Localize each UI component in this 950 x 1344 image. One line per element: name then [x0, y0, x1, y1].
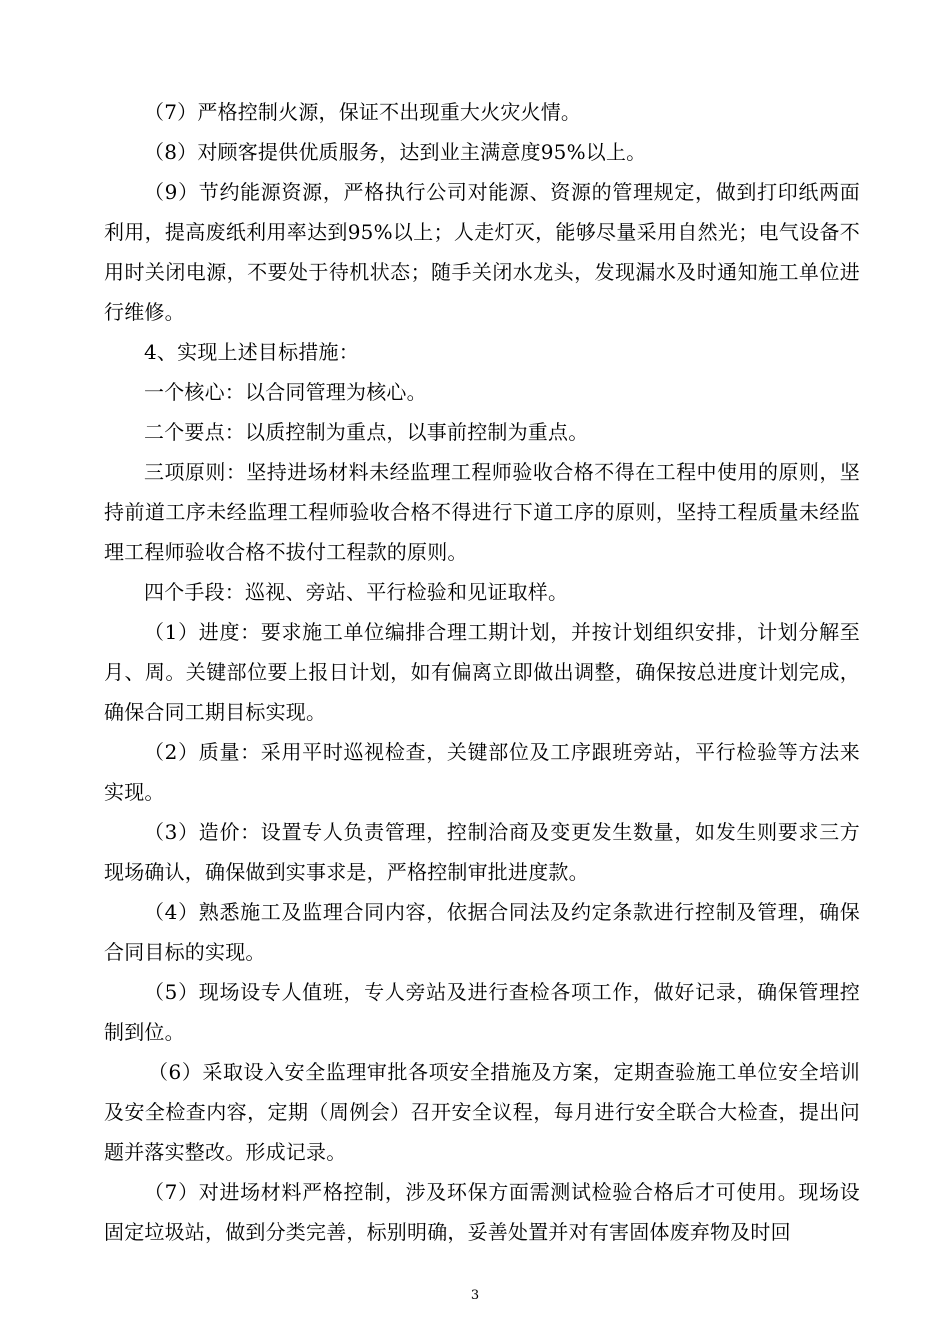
paragraph-one-core: 一个核心：以合同管理为核心。 — [144, 380, 427, 404]
paragraph-contract: （4）熟悉施工及监理合同内容，依据合同法及约定条款进行控制及管理，确保合同目标的实现。 — [104, 900, 860, 964]
section-heading-measures: 4、实现上述目标措施： — [144, 340, 359, 364]
paragraph-fire-control: （7）严格控制火源，保证不出现重大火灾火情。 — [144, 100, 582, 124]
paragraph-two-points: 二个要点：以质控制为重点，以事前控制为重点。 — [144, 420, 589, 444]
paragraph-materials-environment: （7）对进场材料严格控制，涉及环保方面需测试检验合格后才可使用。现场设固定垃圾站，做到分类完善，标别明确，妥善处置并对有害固体废弃物及时回 — [104, 1180, 860, 1244]
paragraph-schedule: （1）进度：要求施工单位编排合理工期计划，并按计划组织安排，计划分解至月、周。关键部位要上报日计划，如有偏离立即做出调整，确保按总进度计划完成，确保合同工期目标实现。 — [104, 620, 860, 724]
page-number: 3 — [470, 1288, 480, 1303]
paragraph-on-site-duty: （5）现场设专人值班，专人旁站及进行查检各项工作，做好记录，确保管理控制到位。 — [104, 980, 860, 1044]
paragraph-three-principles: 三项原则：坚持进场材料未经监理工程师验收合格不得在工程中使用的原则，坚持前道工序未经监理工程师验收合格不得进行下道工序的原则，坚持工程质量未经监理工程师验收合格不拔付工程款的原则。 — [104, 460, 860, 564]
paragraph-safety: （6）采取设入安全监理审批各项安全措施及方案，定期查验施工单位安全培训及安全检查内容，定期（周例会）召开安全议程，每月进行安全联合大检查，提出问题并落实整改。形成记录。 — [104, 1060, 860, 1164]
body-text — [104, 92, 860, 1252]
paragraph-four-means: 四个手段：巡视、旁站、平行检验和见证取样。 — [144, 580, 569, 604]
paragraph-energy-saving: （9）节约能源资源，严格执行公司对能源、资源的管理规定，做到打印纸两面利用，提高废纸利用率达到95%以上；人走灯灭，能够尽量采用自然光；电气设备不用时关闭电源，不要处于待机状态；随手关闭水龙头，发现漏水及时通知施工单位进行维修。 — [104, 180, 860, 324]
paragraph-cost: （3）造价：设置专人负责管理，控制洽商及变更发生数量，如发生则要求三方现场确认，确保做到实事求是，严格控制审批进度款。 — [104, 820, 860, 884]
paragraph-customer-service: （8）对顾客提供优质服务，达到业主满意度95%以上。 — [144, 140, 647, 164]
paragraph-quality: （2）质量：采用平时巡视检查，关键部位及工序跟班旁站，平行检验等方法来实现。 — [104, 740, 860, 804]
